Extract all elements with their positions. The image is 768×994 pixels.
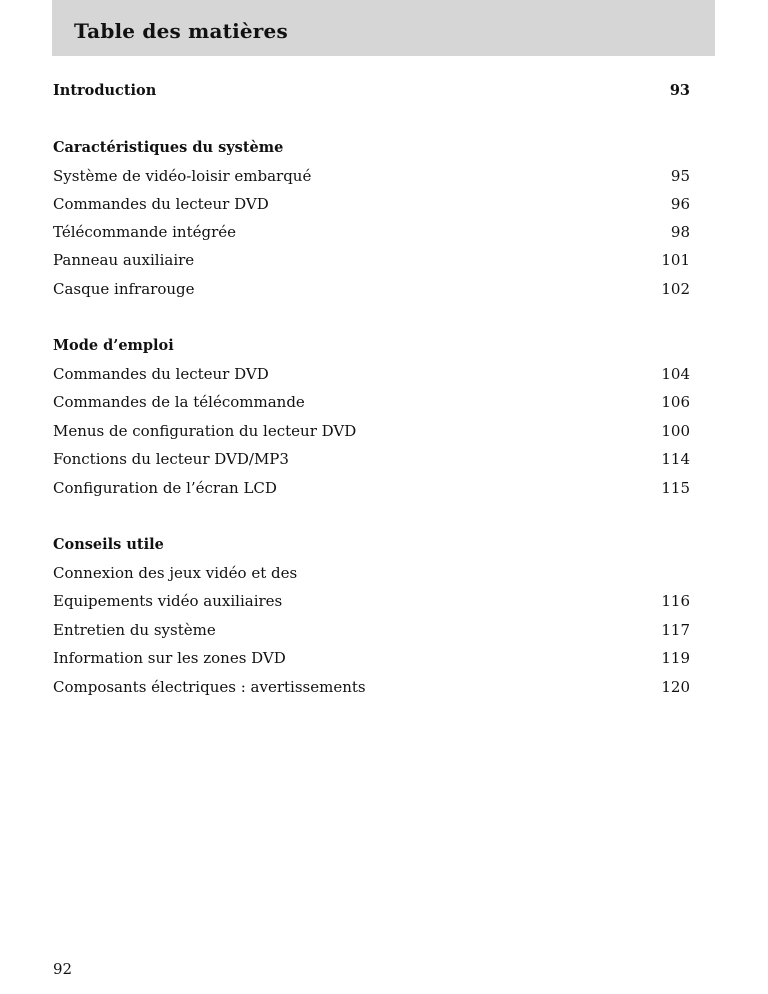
toc-row [53, 477, 690, 499]
toc-heading-introduction [53, 80, 690, 102]
toc-page: 114 [661, 450, 690, 468]
toc-label: Commandes de la télécommande [53, 393, 305, 411]
toc-label: Connexion des jeux vidéo et des [53, 564, 298, 582]
toc-heading-mode-emploi [53, 335, 690, 357]
toc-page: 120 [661, 678, 690, 696]
toc-heading-caracteristiques [53, 137, 690, 159]
toc-label: Information sur les zones DVD [53, 649, 286, 667]
toc-row [53, 193, 690, 215]
toc-row [53, 363, 690, 385]
toc-page: 116 [661, 592, 690, 610]
toc-row [53, 448, 690, 470]
toc-row [53, 647, 690, 669]
toc-label: Fonctions du lecteur DVD/MP3 [53, 450, 289, 468]
toc-label: Panneau auxiliaire [53, 251, 195, 269]
toc-page: 96 [670, 195, 690, 213]
toc-row [53, 590, 690, 612]
toc-row [53, 420, 690, 442]
toc-row [53, 562, 690, 584]
footer-page-number: 92 [53, 960, 73, 978]
toc-page: 100 [661, 422, 690, 440]
toc-page: 95 [670, 167, 690, 185]
toc-label: Commandes du lecteur DVD [53, 365, 269, 383]
toc-page: 106 [661, 393, 690, 411]
toc-page: 102 [661, 280, 690, 298]
toc-label: Equipements vidéo auxiliaires [53, 592, 283, 610]
toc-page: 93 [669, 82, 690, 99]
toc-row [53, 676, 690, 698]
toc-label: Conseils utile [53, 536, 164, 553]
toc-label: Menus de configuration du lecteur DVD [53, 422, 357, 440]
toc-label: Commandes du lecteur DVD [53, 195, 269, 213]
toc-label: Entretien du système [53, 621, 216, 639]
toc-page: 101 [661, 251, 690, 269]
toc-row [53, 391, 690, 413]
toc-label: Mode d’emploi [53, 337, 174, 354]
toc-label: Système de vidéo-loisir embarqué [53, 167, 312, 185]
toc-row [53, 165, 690, 187]
page-title: Table des matières [74, 19, 288, 43]
toc-label: Introduction [53, 82, 157, 99]
toc-row [53, 619, 690, 641]
toc-label: Configuration de l’écran LCD [53, 479, 277, 497]
toc-page: 119 [661, 649, 690, 667]
toc-label: Caractéristiques du système [53, 139, 284, 156]
toc-heading-conseils [53, 534, 690, 556]
toc-row [53, 249, 690, 271]
toc-label: Composants électriques : avertissements [53, 678, 366, 696]
toc-row [53, 278, 690, 300]
toc-row [53, 221, 690, 243]
toc-label: Télécommande intégrée [53, 223, 237, 241]
toc-page: 115 [661, 479, 690, 497]
toc-page: 104 [661, 365, 690, 383]
header-band [52, 0, 715, 56]
toc-page: 98 [670, 223, 690, 241]
toc-label: Casque infrarouge [53, 280, 195, 298]
toc-page: 117 [661, 621, 690, 639]
